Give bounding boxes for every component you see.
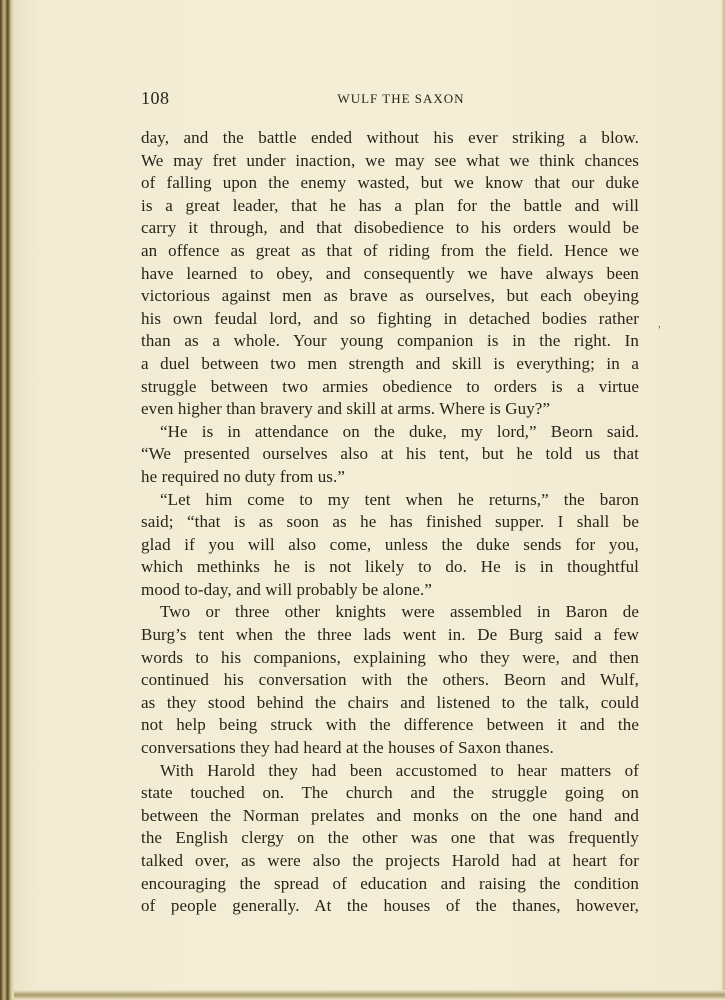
page-right-edge bbox=[721, 0, 725, 1000]
text-line: carry it through, and that disobedience to his orders would be bbox=[141, 218, 639, 238]
page-number: 108 bbox=[141, 88, 170, 108]
text-line: day, and the battle ended without his ever striking a blow. bbox=[141, 128, 639, 147]
text-line: between the Norman prelates and monks on the one hand and bbox=[141, 805, 639, 825]
text-line: glad if you will also come, unless the duke sends for you, bbox=[141, 534, 639, 554]
text-line: encouraging the spread of education and raising the condition bbox=[141, 873, 639, 893]
text-line: have learned to obey, and consequently we have always been bbox=[141, 263, 639, 283]
text-line: than as a whole. Your young companion is in the right. In bbox=[141, 331, 639, 351]
text-line: even higher than bravery and skill at arms. Where is Guy?” bbox=[141, 399, 551, 419]
text-line: a duel between two men strength and skill is everything; in a bbox=[141, 353, 639, 373]
text-line: his own feudal lord, and so fighting in detached bodies rather bbox=[141, 308, 639, 328]
text-line: said; “that is as soon as he has finished supper. I shall be bbox=[141, 512, 639, 532]
text-line: not help being struck with the difference between it and the bbox=[141, 715, 639, 735]
running-header bbox=[141, 88, 639, 112]
text-line: of falling upon the enemy wasted, but we know that our duke bbox=[141, 173, 639, 193]
text-line: words to his companions, explaining who they were, and then bbox=[141, 647, 639, 667]
text-line: is a great leader, that he has a plan for the battle and will bbox=[141, 195, 639, 215]
text-line: Burg’s tent when the three lads went in. De Burg said a few bbox=[141, 625, 639, 645]
text-line: conversations they had heard at the houses of Saxon thanes. bbox=[141, 738, 554, 758]
text-line: struggle between two armies obedience to orders is a virtue bbox=[141, 376, 639, 396]
text-line: state touched on. The church and the struggle going on bbox=[141, 783, 639, 803]
text-line: he required no duty from us.” bbox=[141, 466, 346, 486]
text-line: mood to-day, and will probably be alone.” bbox=[141, 579, 432, 599]
margin-mark: , bbox=[658, 318, 661, 330]
text-line: talked over, as were also the projects Harold had at heart for bbox=[141, 851, 639, 870]
text-line: “Let him come to my tent when he returns,” the baron bbox=[160, 489, 639, 509]
running-title: WULF THE SAXON bbox=[337, 91, 465, 106]
text-line: continued his conversation with the others. Beorn and Wulf, bbox=[141, 670, 639, 690]
page-bottom-edge bbox=[14, 990, 725, 1000]
text-line: We may fret under inaction, we may see what we think chances bbox=[141, 150, 639, 170]
text-line: the English clergy on the other was one that was frequently bbox=[141, 828, 639, 848]
text-line: an offence as great as that of riding from the field. Hence we bbox=[141, 240, 639, 260]
text-line: “He is in attendance on the duke, my lord,” Beorn said. bbox=[160, 421, 639, 441]
text-line: “We presented ourselves also at his tent, but he told us that bbox=[141, 444, 639, 464]
text-line: of people generally. At the houses of the thanes, however, bbox=[141, 896, 639, 916]
text-line: which methinks he is not likely to do. He is in thoughtful bbox=[141, 557, 639, 577]
body-text bbox=[141, 127, 639, 918]
page-binding-edge bbox=[0, 0, 14, 1000]
text-line: victorious against men as brave as ourselves, but each obeying bbox=[141, 286, 639, 306]
text-line: as they stood behind the chairs and listened to the talk, could bbox=[141, 692, 639, 712]
text-line: With Harold they had been accustomed to hear matters of bbox=[160, 760, 639, 780]
text-line: Two or three other knights were assembled in Baron de bbox=[160, 602, 639, 622]
